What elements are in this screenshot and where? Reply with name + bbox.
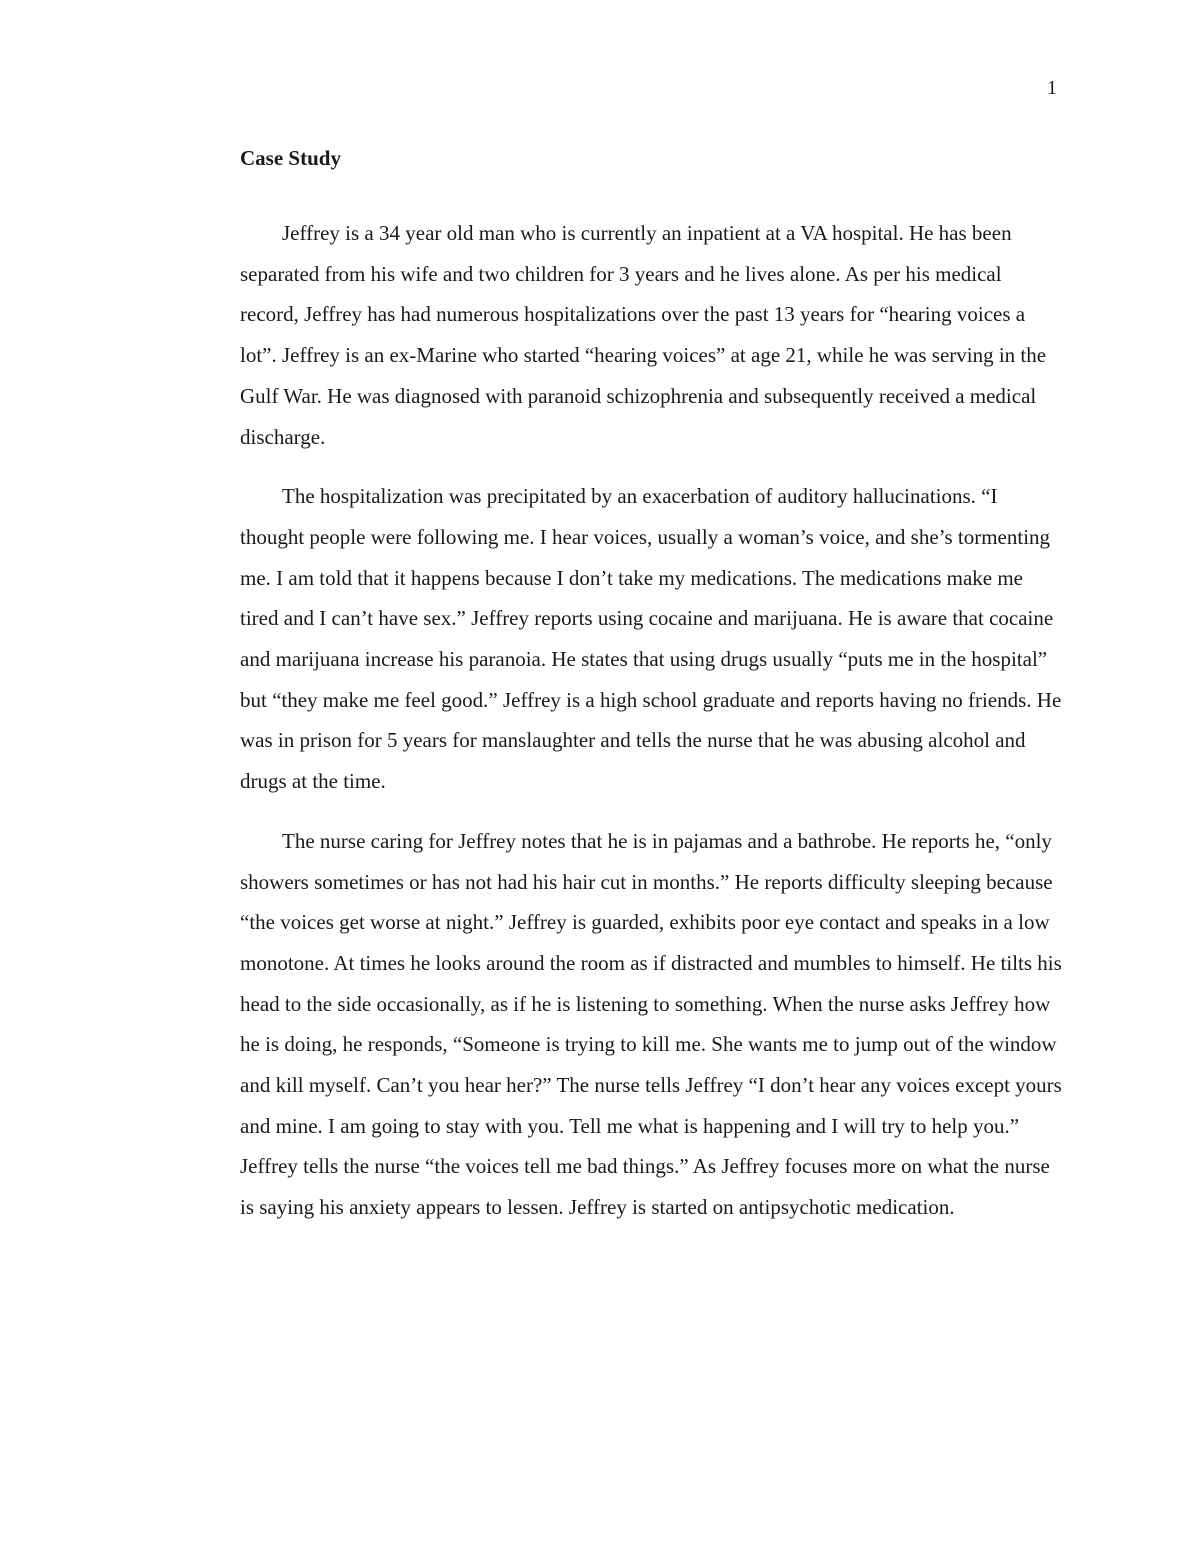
paragraph-hospitalization: The hospitalization was precipitated by an exacerbation of auditory hallucinations. “I thought people were following me. I hear voices, usually a woman’s voice, and she’s tormenting me. I am told that it happens because I don’t take my medications. The medications make me tired and I can’t have sex.” Jeffrey reports using cocaine and marijuana. He is aware that cocaine and marijuana increase his paranoia. He states that using drugs usually “puts me in the hospital” but “they make me feel good.” Jeffrey is a high school graduate and reports having no friends. He was in prison for 5 years for manslaughter and tells the nurse that he was abusing alcohol and drugs at the time. <box>240 484 1062 794</box>
page-number: 1 <box>1047 77 1057 99</box>
paragraph-nurse-observation: The nurse caring for Jeffrey notes that he is in pajamas and a bathrobe. He reports he, “only showers sometimes or has not had his hair cut in months.” He reports difficulty sleeping because “the voices get worse at night.” Jeffrey is guarded, exhibits poor eye contact and speaks in a low monotone. At times he looks around the room as if distracted and mumbles to himself. He tilts his head to the side occasionally, as if he is listening to something. When the nurse asks Jeffrey how he is doing, he responds, “Someone is trying to kill me. She wants me to jump out of the window and kill myself. Can’t you hear her?” The nurse tells Jeffrey “I don’t hear any voices except yours and mine. I am going to stay with you. Tell me what is happening and I will try to help you.” Jeffrey tells the nurse “the voices tell me bad things.” As Jeffrey focuses more on what the nurse is saying his anxiety appears to lessen. Jeffrey is started on antipsychotic medication. <box>240 828 1062 1220</box>
paragraph-background: Jeffrey is a 34 year old man who is currently an inpatient at a VA hospital. He has been separated from his wife and two children for 3 years and he lives alone. As per his medical record, Jeffrey has had numerous hospitalizations over the past 13 years for “hearing voices a lot”. Jeffrey is an ex-Marine who started “hearing voices” at age 21, while he was serving in the Gulf War. He was diagnosed with paranoid schizophrenia and subsequently received a medical discharge. <box>240 221 1047 449</box>
document-body <box>240 213 1062 1247</box>
document-title: Case Study <box>240 146 341 170</box>
